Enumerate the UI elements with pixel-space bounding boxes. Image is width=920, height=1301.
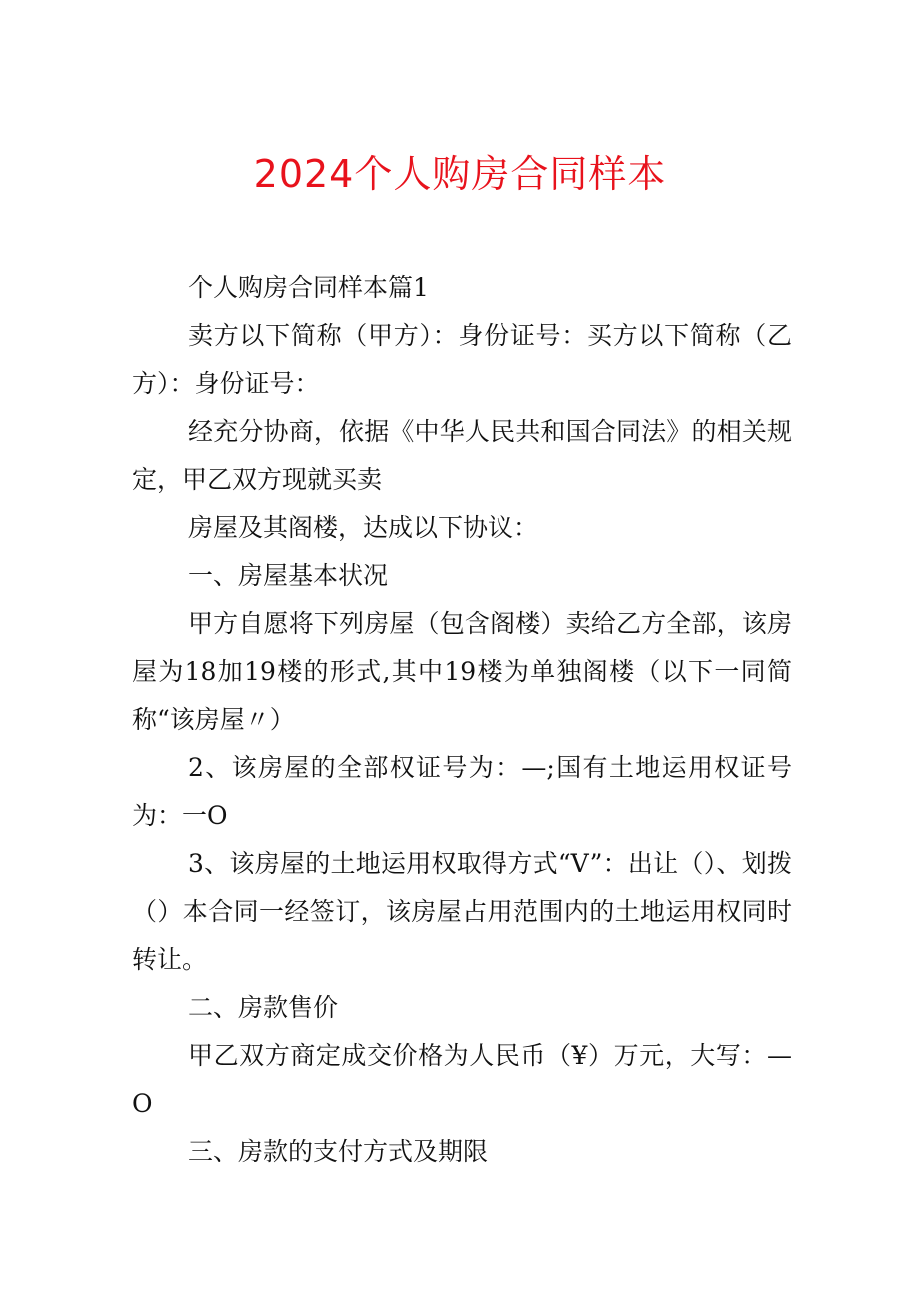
land-use-paragraph: 3、该房屋的土地运用权取得方式“V”：出让（）、划拨（）本合同一经签订，该房屋占用范围内的土地运用权同时转让。 — [132, 849, 792, 974]
clause-heading-1: 一、房屋基本状况 — [188, 561, 389, 590]
house-description-paragraph: 甲方自愿将下列房屋（包含阁楼）卖给乙方全部，该房屋为18加19楼的形式,其中19楼为单独阁楼（以下一同简称“该房屋〃） — [132, 609, 792, 734]
document-title: 2024个人购房合同样本 — [253, 152, 667, 196]
document-body — [132, 264, 792, 1176]
price-paragraph: 甲乙双方商定成交价格为人民币（¥）万元，大写：—O — [132, 1041, 792, 1118]
parties-paragraph: 卖方以下简称（甲方）：身份证号：买方以下简称（乙方）：身份证号： — [132, 321, 792, 398]
negotiation-paragraph: 经充分协商，依据《中华人民共和国合同法》的相关规定，甲乙双方现就买卖 — [132, 417, 792, 494]
clause-heading-2: 二、房款售价 — [188, 993, 339, 1022]
certificate-paragraph: 2、该房屋的全部权证号为：—;国有土地运用权证号为：一O — [132, 753, 792, 830]
section-heading-1: 个人购房合同样本篇1 — [188, 273, 429, 302]
clause-heading-3: 三、房款的支付方式及期限 — [188, 1137, 489, 1166]
agreement-intro-paragraph: 房屋及其阁楼，达成以下协议： — [188, 513, 539, 542]
